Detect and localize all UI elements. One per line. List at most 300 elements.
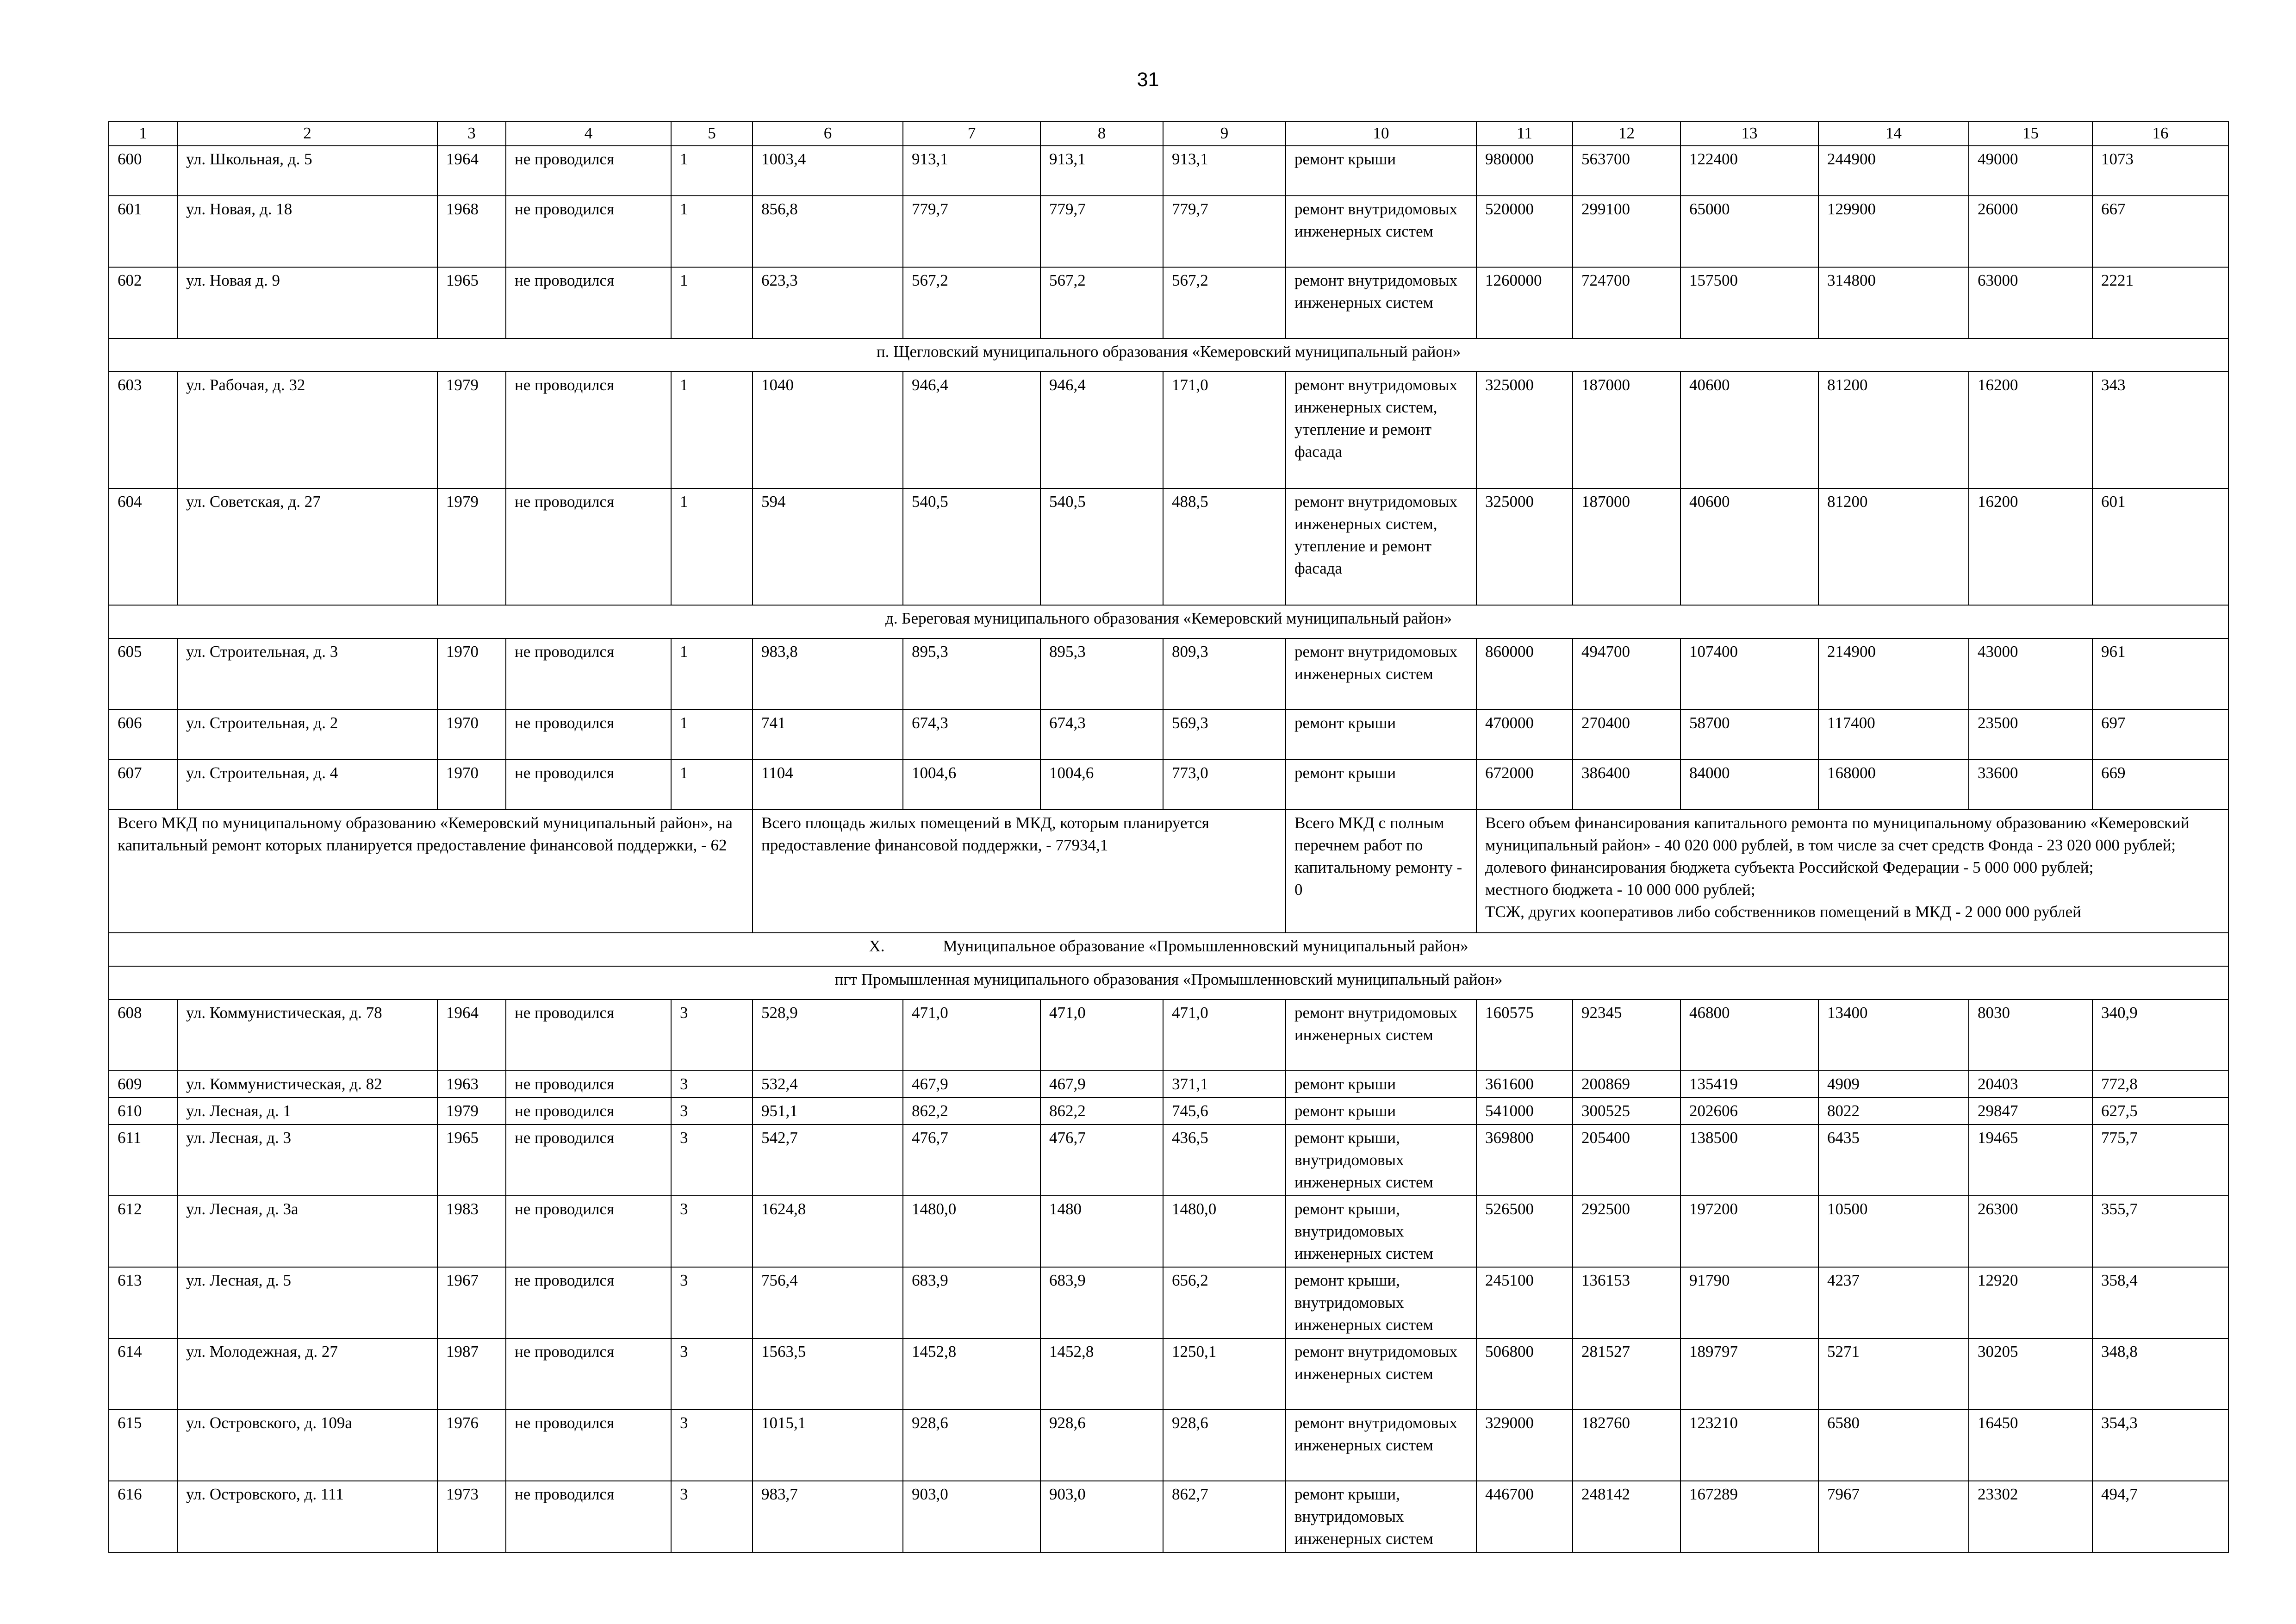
table-cell: 946,4 — [1040, 372, 1163, 488]
table-cell: ремонт крыши, внутридомовых инженерных систем — [1286, 1481, 1476, 1552]
section-row-scheglovsky — [109, 338, 2228, 372]
table-cell: 65000 — [1680, 196, 1818, 267]
table-cell: 340,9 — [2092, 999, 2228, 1071]
table-cell: 300525 — [1573, 1098, 1680, 1124]
table-cell: 1 — [671, 372, 753, 488]
table-cell: 138500 — [1680, 1124, 1818, 1196]
table-cell: 614 — [109, 1338, 177, 1410]
table-cell: 23500 — [1969, 710, 2092, 760]
table-cell: 205400 — [1573, 1124, 1680, 1196]
table-cell: 601 — [2092, 488, 2228, 605]
table-cell: ремонт крыши, внутридомовых инженерных систем — [1286, 1267, 1476, 1338]
table-cell: 3 — [671, 1481, 753, 1552]
table-cell: 856,8 — [753, 196, 903, 267]
table-cell: ул. Рабочая, д. 32 — [177, 372, 437, 488]
table-cell: 369800 — [1476, 1124, 1573, 1196]
column-header: 11 — [1476, 122, 1573, 146]
column-number-header-row — [109, 122, 2228, 146]
table-cell: не проводился — [506, 1196, 671, 1267]
financing-line: ТСЖ, других кооперативов либо собственников помещений в МКД - 2 000 000 рублей — [1485, 903, 2081, 921]
table-cell: 197200 — [1680, 1196, 1818, 1267]
table-cell: ремонт внутридомовых инженерных систем, утепление и ремонт фасада — [1286, 488, 1476, 605]
table-cell: 123210 — [1680, 1410, 1818, 1481]
table-cell: 540,5 — [1040, 488, 1163, 605]
table-cell: 1015,1 — [753, 1410, 903, 1481]
table-cell: 136153 — [1573, 1267, 1680, 1338]
table-cell: 1965 — [437, 267, 506, 338]
table-cell: 299100 — [1573, 196, 1680, 267]
table-cell: 1968 — [437, 196, 506, 267]
table-cell: 1970 — [437, 638, 506, 710]
table-cell: 779,7 — [1163, 196, 1286, 267]
table-cell: 928,6 — [903, 1410, 1040, 1481]
table-cell: 1970 — [437, 760, 506, 810]
table-cell: 656,2 — [1163, 1267, 1286, 1338]
financing-line: местного бюджета - 10 000 000 рублей; — [1485, 881, 1755, 899]
table-cell: 983,8 — [753, 638, 903, 710]
table-cell: ремонт крыши — [1286, 146, 1476, 196]
table-cell: ремонт крыши, внутридомовых инженерных систем — [1286, 1124, 1476, 1196]
table-cell: 122400 — [1680, 146, 1818, 196]
table-cell: ул. Строительная, д. 4 — [177, 760, 437, 810]
section-row-beregovaya — [109, 605, 2228, 638]
table-cell: 623,3 — [753, 267, 903, 338]
table-cell: 1973 — [437, 1481, 506, 1552]
table-cell: 951,1 — [753, 1098, 903, 1124]
table-row — [109, 1098, 2228, 1124]
table-cell: 1452,8 — [903, 1338, 1040, 1410]
table-cell: не проводился — [506, 710, 671, 760]
table-cell: 3 — [671, 999, 753, 1071]
table-cell: 1004,6 — [1040, 760, 1163, 810]
table-cell: ремонт внутридомовых инженерных систем — [1286, 196, 1476, 267]
table-cell: 187000 — [1573, 372, 1680, 488]
summary-mkd-total: Всего МКД по муниципальному образованию «Кемеровский муниципальный район», на капитальный ремонт которых планируется предоставление финансовой поддержки, - 62 — [109, 810, 753, 933]
table-cell: 19465 — [1969, 1124, 2092, 1196]
column-header: 8 — [1040, 122, 1163, 146]
table-cell: 1 — [671, 638, 753, 710]
table-cell: ул. Строительная, д. 3 — [177, 638, 437, 710]
table-cell: ул. Строительная, д. 2 — [177, 710, 437, 760]
table-cell: 1970 — [437, 710, 506, 760]
municipality-row — [109, 933, 2228, 966]
table-cell: 1 — [671, 710, 753, 760]
table-cell: 92345 — [1573, 999, 1680, 1071]
table-cell: 913,1 — [903, 146, 1040, 196]
table-cell: не проводился — [506, 1338, 671, 1410]
section-title: д. Береговая муниципального образования «Кемеровский муниципальный район» — [109, 605, 2228, 638]
table-cell: 612 — [109, 1196, 177, 1267]
table-cell: 674,3 — [1040, 710, 1163, 760]
table-cell: 605 — [109, 638, 177, 710]
table-cell: 189797 — [1680, 1338, 1818, 1410]
table-cell: 355,7 — [2092, 1196, 2228, 1267]
table-cell: 615 — [109, 1410, 177, 1481]
table-cell: 980000 — [1476, 146, 1573, 196]
table-cell: 488,5 — [1163, 488, 1286, 605]
column-header: 4 — [506, 122, 671, 146]
table-cell: 602 — [109, 267, 177, 338]
table-cell: 10500 — [1818, 1196, 1969, 1267]
table-cell: 683,9 — [903, 1267, 1040, 1338]
table-cell: 608 — [109, 999, 177, 1071]
table-cell: 117400 — [1818, 710, 1969, 760]
table-row — [109, 1124, 2228, 1196]
table-row — [109, 760, 2228, 810]
column-header: 14 — [1818, 122, 1969, 146]
table-cell: 862,2 — [1040, 1098, 1163, 1124]
table-cell: 1 — [671, 267, 753, 338]
table-cell: не проводился — [506, 1410, 671, 1481]
table-cell: 361600 — [1476, 1071, 1573, 1098]
table-cell: 542,7 — [753, 1124, 903, 1196]
table-cell: 601 — [109, 196, 177, 267]
summary-full-list: Всего МКД с полным перечнем работ по капитальному ремонту - 0 — [1286, 810, 1476, 933]
table-cell: 569,3 — [1163, 710, 1286, 760]
table-cell: 248142 — [1573, 1481, 1680, 1552]
table-cell: 741 — [753, 710, 903, 760]
table-cell: 672000 — [1476, 760, 1573, 810]
section-title: п. Щегловский муниципального образования «Кемеровский муниципальный район» — [109, 338, 2228, 372]
column-header: 12 — [1573, 122, 1680, 146]
table-cell: 611 — [109, 1124, 177, 1196]
table-cell: 1964 — [437, 999, 506, 1071]
table-cell: 3 — [671, 1071, 753, 1098]
table-cell: 494700 — [1573, 638, 1680, 710]
table-cell: 1963 — [437, 1071, 506, 1098]
column-header: 1 — [109, 122, 177, 146]
table-cell: 613 — [109, 1267, 177, 1338]
table-cell: 961 — [2092, 638, 2228, 710]
table-cell: не проводился — [506, 372, 671, 488]
table-cell: 1964 — [437, 146, 506, 196]
table-cell: 1976 — [437, 1410, 506, 1481]
table-cell: 809,3 — [1163, 638, 1286, 710]
table-cell: 371,1 — [1163, 1071, 1286, 1098]
column-header: 15 — [1969, 122, 2092, 146]
column-header: 7 — [903, 122, 1040, 146]
table-cell: 903,0 — [1040, 1481, 1163, 1552]
table-cell: 606 — [109, 710, 177, 760]
table-cell: 3 — [671, 1338, 753, 1410]
table-cell: 603 — [109, 372, 177, 488]
table-cell: ул. Лесная, д. 5 — [177, 1267, 437, 1338]
column-header: 5 — [671, 122, 753, 146]
table-cell: 200869 — [1573, 1071, 1680, 1098]
table-cell: 494,7 — [2092, 1481, 2228, 1552]
column-header: 2 — [177, 122, 437, 146]
table-cell: 470000 — [1476, 710, 1573, 760]
table-cell: 895,3 — [903, 638, 1040, 710]
table-cell: 567,2 — [1163, 267, 1286, 338]
table-cell: 4909 — [1818, 1071, 1969, 1098]
table-cell: 1480,0 — [1163, 1196, 1286, 1267]
section-title: пгт Промышленная муниципального образования «Промышленновский муниципальный район» — [109, 966, 2228, 999]
table-cell: 775,7 — [2092, 1124, 2228, 1196]
table-cell: 1480,0 — [903, 1196, 1040, 1267]
table-cell: не проводился — [506, 1098, 671, 1124]
financing-line: долевого финансирования бюджета субъекта Российской Федерации - 5 000 000 рублей; — [1485, 858, 2094, 876]
table-cell: 168000 — [1818, 760, 1969, 810]
table-cell: 81200 — [1818, 372, 1969, 488]
table-cell: 29847 — [1969, 1098, 2092, 1124]
table-cell: ремонт внутридомовых инженерных систем — [1286, 999, 1476, 1071]
table-cell: 244900 — [1818, 146, 1969, 196]
table-cell: не проводился — [506, 638, 671, 710]
table-cell: 1480 — [1040, 1196, 1163, 1267]
summary-row — [109, 810, 2228, 933]
table-row — [109, 488, 2228, 605]
table-cell: ремонт внутридомовых инженерных систем — [1286, 267, 1476, 338]
table-row — [109, 196, 2228, 267]
table-cell: 436,5 — [1163, 1124, 1286, 1196]
table-cell: 3 — [671, 1124, 753, 1196]
table-cell: 8030 — [1969, 999, 2092, 1071]
table-cell: 567,2 — [1040, 267, 1163, 338]
table-row — [109, 146, 2228, 196]
table-cell: 30205 — [1969, 1338, 2092, 1410]
table-cell: 63000 — [1969, 267, 2092, 338]
table-cell: ул. Лесная, д. 1 — [177, 1098, 437, 1124]
table-cell: 607 — [109, 760, 177, 810]
table-cell: 3 — [671, 1098, 753, 1124]
table-cell: 1040 — [753, 372, 903, 488]
table-cell: 946,4 — [903, 372, 1040, 488]
table-cell: не проводился — [506, 1481, 671, 1552]
table-cell: 167289 — [1680, 1481, 1818, 1552]
table-cell: 386400 — [1573, 760, 1680, 810]
table-cell: 610 — [109, 1098, 177, 1124]
table-cell: 7967 — [1818, 1481, 1969, 1552]
table-cell: 1967 — [437, 1267, 506, 1338]
table-row — [109, 710, 2228, 760]
table-cell: ремонт внутридомовых инженерных систем — [1286, 1410, 1476, 1481]
table-cell: 506800 — [1476, 1338, 1573, 1410]
table-cell: не проводился — [506, 1267, 671, 1338]
summary-financing — [1476, 810, 2228, 933]
table-cell: ул. Островского, д. 109а — [177, 1410, 437, 1481]
table-cell: 16200 — [1969, 372, 2092, 488]
column-header: 9 — [1163, 122, 1286, 146]
table-cell: 23302 — [1969, 1481, 2092, 1552]
table-cell: 862,2 — [903, 1098, 1040, 1124]
table-cell: 683,9 — [1040, 1267, 1163, 1338]
table-cell: 520000 — [1476, 196, 1573, 267]
table-cell: ремонт крыши — [1286, 1071, 1476, 1098]
table-cell: не проводился — [506, 146, 671, 196]
table-cell: 281527 — [1573, 1338, 1680, 1410]
table-cell: 1250,1 — [1163, 1338, 1286, 1410]
table-cell: 600 — [109, 146, 177, 196]
table-cell: 674,3 — [903, 710, 1040, 760]
table-cell: ремонт крыши — [1286, 760, 1476, 810]
table-cell: 33600 — [1969, 760, 2092, 810]
table-cell: 16200 — [1969, 488, 2092, 605]
table-cell: 129900 — [1818, 196, 1969, 267]
table-cell: 160575 — [1476, 999, 1573, 1071]
table-cell: 1 — [671, 196, 753, 267]
table-cell: 171,0 — [1163, 372, 1286, 488]
table-cell: ремонт крыши, внутридомовых инженерных систем — [1286, 1196, 1476, 1267]
table-cell: 1965 — [437, 1124, 506, 1196]
table-cell: 49000 — [1969, 146, 2092, 196]
table-cell: 1987 — [437, 1338, 506, 1410]
column-header: 6 — [753, 122, 903, 146]
table-cell: 245100 — [1476, 1267, 1573, 1338]
table-cell: 1104 — [753, 760, 903, 810]
table-cell: 187000 — [1573, 488, 1680, 605]
column-header: 3 — [437, 122, 506, 146]
municipality-title — [109, 933, 2228, 966]
table-cell: не проводился — [506, 267, 671, 338]
table-cell: 84000 — [1680, 760, 1818, 810]
table-cell: 325000 — [1476, 488, 1573, 605]
table-cell: 532,4 — [753, 1071, 903, 1098]
table-row — [109, 1071, 2228, 1098]
table-row — [109, 638, 2228, 710]
table-cell: 541000 — [1476, 1098, 1573, 1124]
table-cell: 40600 — [1680, 488, 1818, 605]
table-cell: 773,0 — [1163, 760, 1286, 810]
table-row — [109, 1267, 2228, 1338]
table-cell: ул. Лесная, д. 3а — [177, 1196, 437, 1267]
table-cell: 40600 — [1680, 372, 1818, 488]
table-cell: 467,9 — [903, 1071, 1040, 1098]
table-cell: 1979 — [437, 372, 506, 488]
table-cell: 343 — [2092, 372, 2228, 488]
table-cell: 20403 — [1969, 1071, 2092, 1098]
table-cell: 3 — [671, 1410, 753, 1481]
table-cell: 563700 — [1573, 146, 1680, 196]
table-cell: 43000 — [1969, 638, 2092, 710]
table-cell: 476,7 — [1040, 1124, 1163, 1196]
table-row — [109, 1338, 2228, 1410]
table-cell: 594 — [753, 488, 903, 605]
table-cell: не проводился — [506, 999, 671, 1071]
table-cell: 91790 — [1680, 1267, 1818, 1338]
table-cell: не проводился — [506, 196, 671, 267]
table-cell: 860000 — [1476, 638, 1573, 710]
table-cell: 913,1 — [1040, 146, 1163, 196]
table-cell: 616 — [109, 1481, 177, 1552]
municipality-name: Муниципальное образование «Промышленновский муниципальный район» — [943, 937, 1468, 955]
table-cell: 202606 — [1680, 1098, 1818, 1124]
table-cell: 745,6 — [1163, 1098, 1286, 1124]
table-cell: 3 — [671, 1196, 753, 1267]
table-cell: 4237 — [1818, 1267, 1969, 1338]
table-cell: ул. Коммунистическая, д. 78 — [177, 999, 437, 1071]
table-cell: 135419 — [1680, 1071, 1818, 1098]
table-cell: не проводился — [506, 760, 671, 810]
table-cell: 1 — [671, 760, 753, 810]
table-row — [109, 999, 2228, 1071]
table-row — [109, 267, 2228, 338]
table-cell: не проводился — [506, 1124, 671, 1196]
table-cell: ул. Школьная, д. 5 — [177, 146, 437, 196]
table-cell: 182760 — [1573, 1410, 1680, 1481]
table-cell: 26000 — [1969, 196, 2092, 267]
table-cell: 779,7 — [1040, 196, 1163, 267]
table-cell: ул. Молодежная, д. 27 — [177, 1338, 437, 1410]
table-cell: 270400 — [1573, 710, 1680, 760]
capital-repair-table — [108, 121, 2229, 1553]
table-cell: 325000 — [1476, 372, 1573, 488]
table-cell: 669 — [2092, 760, 2228, 810]
table-cell: ремонт внутридомовых инженерных систем — [1286, 638, 1476, 710]
section-row-promyshlennaya — [109, 966, 2228, 999]
municipality-number: X. — [869, 937, 885, 955]
table-cell: 627,5 — [2092, 1098, 2228, 1124]
table-cell: 1 — [671, 146, 753, 196]
table-cell: 476,7 — [903, 1124, 1040, 1196]
table-cell: ул. Новая д. 9 — [177, 267, 437, 338]
table-cell: 895,3 — [1040, 638, 1163, 710]
table-cell: 6580 — [1818, 1410, 1969, 1481]
table-cell: 46800 — [1680, 999, 1818, 1071]
table-cell: 928,6 — [1040, 1410, 1163, 1481]
table-cell: 1979 — [437, 488, 506, 605]
table-cell: 292500 — [1573, 1196, 1680, 1267]
table-cell: ул. Советская, д. 27 — [177, 488, 437, 605]
table-cell: 471,0 — [1163, 999, 1286, 1071]
table-cell: 928,6 — [1163, 1410, 1286, 1481]
table-cell: 772,8 — [2092, 1071, 2228, 1098]
table-cell: 13400 — [1818, 999, 1969, 1071]
table-cell: 8022 — [1818, 1098, 1969, 1124]
table-cell: ул. Коммунистическая, д. 82 — [177, 1071, 437, 1098]
column-header: 13 — [1680, 122, 1818, 146]
table-cell: 214900 — [1818, 638, 1969, 710]
table-cell: 26300 — [1969, 1196, 2092, 1267]
table-cell: 540,5 — [903, 488, 1040, 605]
table-cell: не проводился — [506, 1071, 671, 1098]
table-cell: ремонт крыши — [1286, 1098, 1476, 1124]
table-cell: 1260000 — [1476, 267, 1573, 338]
table-row — [109, 1481, 2228, 1552]
table-cell: 862,7 — [1163, 1481, 1286, 1552]
table-cell: 1563,5 — [753, 1338, 903, 1410]
table-cell: 3 — [671, 1267, 753, 1338]
table-cell: 107400 — [1680, 638, 1818, 710]
table-cell: 329000 — [1476, 1410, 1573, 1481]
table-cell: 983,7 — [753, 1481, 903, 1552]
table-cell: 1 — [671, 488, 753, 605]
table-cell: 528,9 — [753, 999, 903, 1071]
column-header: 10 — [1286, 122, 1476, 146]
table-row — [109, 1196, 2228, 1267]
table-cell: ремонт крыши — [1286, 710, 1476, 760]
financing-line: Всего объем финансирования капитального ремонта по муниципальному образованию «Кемеровский муниципальный район» - 40 020 000 рублей, в том числе за счет средств Фонда - 23 020 000 рублей; — [1485, 814, 2190, 854]
table-cell: 58700 — [1680, 710, 1818, 760]
table-cell: 12920 — [1969, 1267, 2092, 1338]
table-cell: 567,2 — [903, 267, 1040, 338]
table-cell: ремонт внутридомовых инженерных систем, утепление и ремонт фасада — [1286, 372, 1476, 488]
table-cell: 157500 — [1680, 267, 1818, 338]
table-cell: 526500 — [1476, 1196, 1573, 1267]
table-cell: 724700 — [1573, 267, 1680, 338]
table-cell: 756,4 — [753, 1267, 903, 1338]
table-cell: 604 — [109, 488, 177, 605]
table-cell: 1004,6 — [903, 760, 1040, 810]
table-cell: 471,0 — [1040, 999, 1163, 1071]
table-cell: 697 — [2092, 710, 2228, 760]
table-cell: 609 — [109, 1071, 177, 1098]
table-cell: ул. Лесная, д. 3 — [177, 1124, 437, 1196]
table-cell: 6435 — [1818, 1124, 1969, 1196]
table-cell: 81200 — [1818, 488, 1969, 605]
table-cell: 903,0 — [903, 1481, 1040, 1552]
table-cell: 1979 — [437, 1098, 506, 1124]
